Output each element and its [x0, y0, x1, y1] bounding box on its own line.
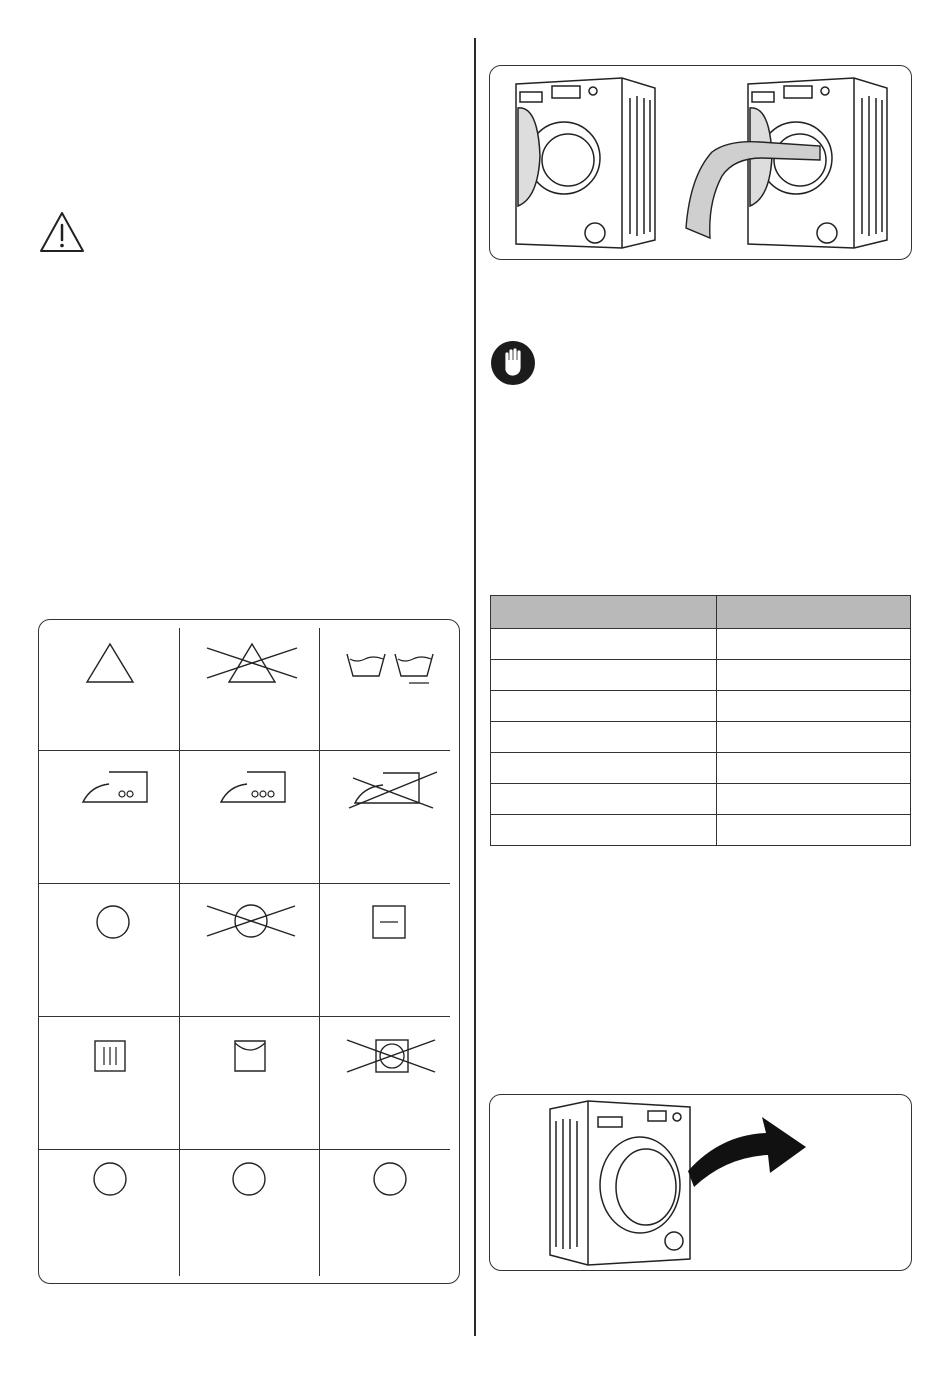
table-cell	[717, 722, 911, 753]
table-cell	[717, 660, 911, 691]
care-symbols-panel	[38, 619, 460, 1284]
data-table	[490, 595, 911, 846]
no-iron-icon	[343, 770, 439, 812]
grid-divider	[319, 628, 320, 1276]
table-cell	[717, 691, 911, 722]
washer-door-open-and-hose-illustration	[489, 65, 912, 260]
column-divider	[474, 38, 476, 1336]
iron-three-dots-icon	[219, 770, 289, 806]
table-cell	[491, 753, 717, 784]
table-row	[491, 660, 911, 691]
dry-clean-solvent-icon	[92, 1161, 128, 1197]
table-header-cell	[717, 596, 911, 629]
wash-tub-icon	[345, 650, 437, 690]
table-cell	[491, 722, 717, 753]
bleach-allowed-icon	[84, 642, 136, 686]
table-cell	[491, 815, 717, 846]
table-cell	[717, 629, 911, 660]
warning-triangle-icon	[38, 210, 86, 254]
iron-two-dots-icon	[81, 770, 151, 806]
no-bleach-icon	[205, 640, 299, 690]
table-cell	[717, 784, 911, 815]
table-row	[491, 815, 911, 846]
dry-clean-solvent-icon	[372, 1161, 408, 1197]
grid-divider	[179, 628, 180, 1276]
table-header-row	[491, 596, 911, 629]
table-cell	[491, 784, 717, 815]
table-cell	[717, 815, 911, 846]
dry-flat-icon	[371, 904, 407, 940]
table-row	[491, 722, 911, 753]
line-dry-icon	[233, 1039, 267, 1073]
table-row	[491, 629, 911, 660]
table-row	[491, 753, 911, 784]
drip-dry-icon	[93, 1039, 127, 1073]
arrow-right-icon	[688, 1117, 806, 1187]
table-cell	[491, 629, 717, 660]
grid-divider	[39, 883, 450, 884]
no-dry-clean-icon	[205, 900, 297, 942]
dry-clean-icon	[95, 904, 131, 940]
table-header-cell	[491, 596, 717, 629]
grid-divider	[39, 1016, 450, 1017]
grid-divider	[39, 750, 450, 751]
grid-divider	[39, 1149, 450, 1150]
no-tumble-dry-icon	[345, 1034, 437, 1078]
dry-clean-solvent-icon	[231, 1161, 267, 1197]
washer-illustration	[490, 1095, 910, 1269]
table-row	[491, 691, 911, 722]
table-cell	[491, 660, 717, 691]
table-cell	[491, 691, 717, 722]
washer-door-open-arrow-illustration	[489, 1094, 912, 1271]
stop-hand-icon	[490, 340, 536, 386]
table-cell	[717, 753, 911, 784]
washer-illustration	[490, 66, 910, 258]
table-row	[491, 784, 911, 815]
